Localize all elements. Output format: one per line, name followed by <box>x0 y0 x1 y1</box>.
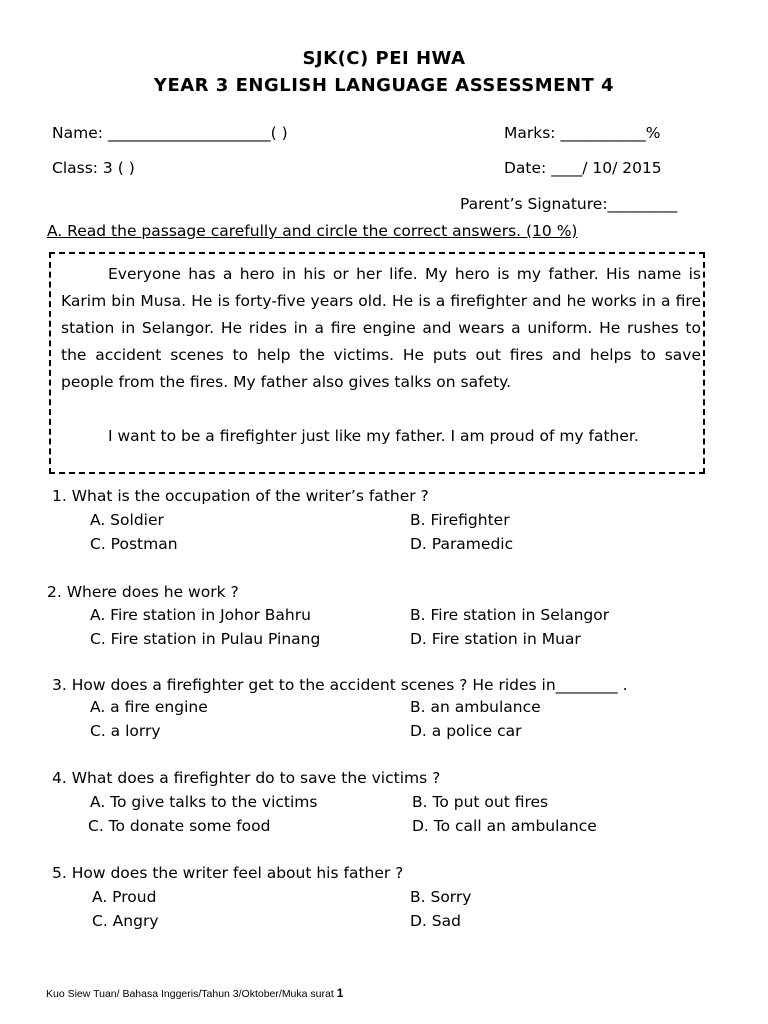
question-3-option-c[interactable]: C. a lorry <box>90 722 161 740</box>
date-field: Date: ____/ 10/ 2015 <box>504 159 662 177</box>
question-5-option-a[interactable]: A. Proud <box>92 888 157 906</box>
question-3-option-d[interactable]: D. a police car <box>410 722 522 740</box>
name-field: Name: _____________________( ) <box>52 124 288 142</box>
question-2-option-a[interactable]: A. Fire station in Johor Bahru <box>90 606 311 624</box>
question-3-option-b[interactable]: B. an ambulance <box>410 698 541 716</box>
section-a-instruction: A. Read the passage carefully and circle the correct answers. (10 %) <box>47 222 578 240</box>
footer-page-number: 1 <box>336 986 344 1000</box>
question-3-option-a[interactable]: A. a fire engine <box>90 698 208 716</box>
class-field: Class: 3 ( ) <box>52 159 135 177</box>
question-1-option-b[interactable]: B. Firefighter <box>410 511 510 529</box>
school-name: SJK(C) PEI HWA <box>302 48 466 69</box>
question-1-option-d[interactable]: D. Paramedic <box>410 535 514 553</box>
question-5-option-b[interactable]: B. Sorry <box>410 888 472 906</box>
question-5-option-c[interactable]: C. Angry <box>92 912 159 930</box>
assessment-title: YEAR 3 ENGLISH LANGUAGE ASSESSMENT 4 <box>153 75 615 96</box>
question-1-option-c[interactable]: C. Postman <box>90 535 178 553</box>
question-4-option-b[interactable]: B. To put out fires <box>412 793 549 811</box>
question-4-text: 4. What does a firefighter do to save the victims ? <box>52 769 441 787</box>
question-3-text: 3. How does a firefighter get to the accident scenes ? He rides in________ . <box>52 676 628 694</box>
parent-signature-field: Parent’s Signature:_________ <box>460 195 678 213</box>
passage-paragraph-2: I want to be a firefighter just like my father. I am proud of my father. <box>108 427 639 445</box>
marks-field: Marks: ___________% <box>504 124 661 142</box>
question-4-option-a[interactable]: A. To give talks to the victims <box>90 793 318 811</box>
question-2-text: 2. Where does he work ? <box>47 583 239 601</box>
passage-paragraph-1: Everyone has a hero in his or her life. My hero is my father. His name is Karim bin Musa. He is forty-five years old. He is a firefighter and he works in a fire station in Selangor. He rides in a fire engine and wears a uniform. He rushes to the accident scenes to help the victims. He puts out fires and helps to save people from the fires. My father also gives talks on safety. <box>61 265 701 391</box>
footer-text: Kuo Siew Tuan/ Bahasa Inggeris/Tahun 3/Oktober/Muka surat <box>46 988 334 1000</box>
question-1-text: 1. What is the occupation of the writer’s father ? <box>52 487 429 505</box>
question-5-option-d[interactable]: D. Sad <box>410 912 461 930</box>
question-2-option-d[interactable]: D. Fire station in Muar <box>410 630 581 648</box>
question-5-text: 5. How does the writer feel about his father ? <box>52 864 404 882</box>
passage-box <box>49 252 705 474</box>
question-4-option-c[interactable]: C. To donate some food <box>88 817 271 835</box>
page-footer <box>46 986 343 1000</box>
question-2-option-c[interactable]: C. Fire station in Pulau Pinang <box>90 630 321 648</box>
question-4-option-d[interactable]: D. To call an ambulance <box>412 817 597 835</box>
question-2-option-b[interactable]: B. Fire station in Selangor <box>410 606 610 624</box>
question-1-option-a[interactable]: A. Soldier <box>90 511 164 529</box>
